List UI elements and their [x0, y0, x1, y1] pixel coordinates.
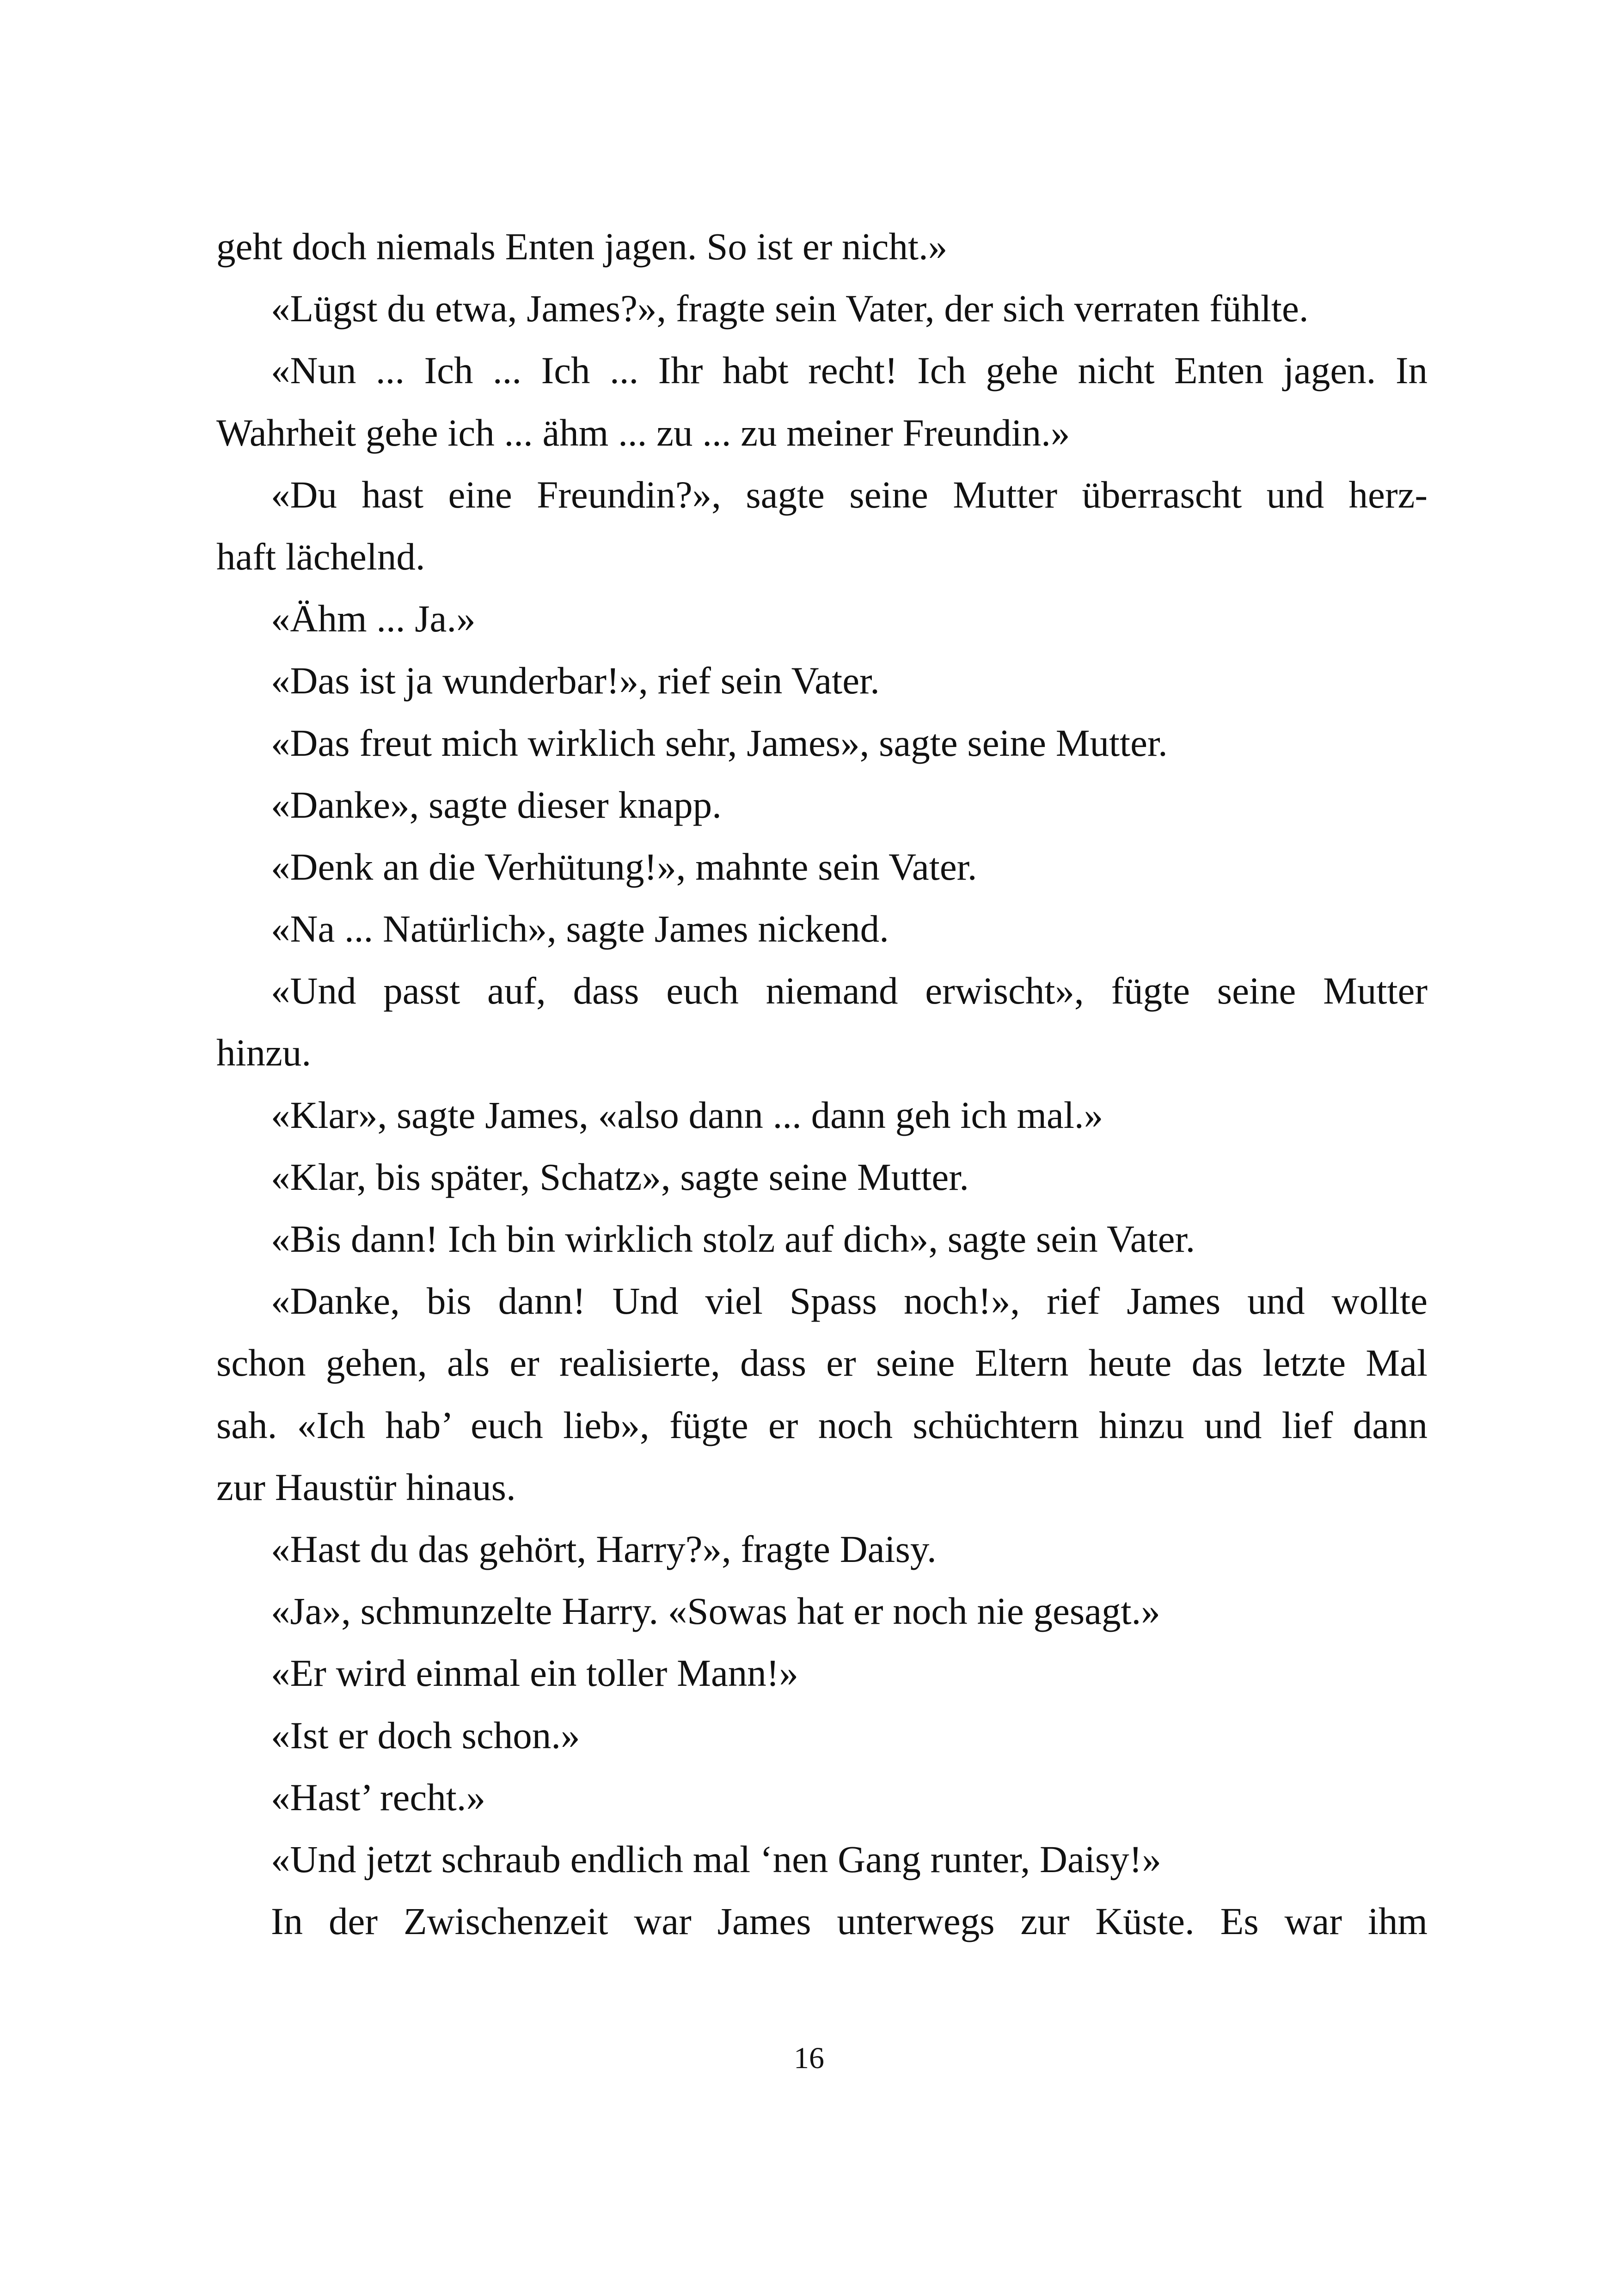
text-line: «Danke, bis dann! Und viel Spass noch!», rief James und wollte	[271, 1280, 1428, 1322]
text-line: «Lügst du etwa, James?», fragte sein Vater, der sich verraten fühlte.	[271, 287, 1309, 330]
text-line: «Ist er doch schon.»	[271, 1714, 580, 1757]
body-text	[216, 215, 1428, 1952]
text-line: «Nun ... Ich ... Ich ... Ihr habt recht! Ich gehe nicht Enten jagen. In	[271, 349, 1428, 392]
text-line: «Denk an die Verhütung!», mahnte sein Vater.	[271, 845, 977, 888]
text-line: hinzu.	[216, 1031, 312, 1074]
text-line: «Das ist ja wunderbar!», rief sein Vater.	[271, 659, 880, 702]
text-line: «Und jetzt schraub endlich mal ‘nen Gang runter, Daisy!»	[271, 1837, 1161, 1880]
text-line: «Bis dann! Ich bin wirklich stolz auf dich», sagte sein Vater.	[271, 1218, 1195, 1260]
text-line: haft lächelnd.	[216, 535, 425, 578]
text-line: «Ähm ... Ja.»	[271, 597, 476, 640]
text-line: «Das freut mich wirklich sehr, James», sagte seine Mutter.	[271, 721, 1168, 764]
text-line: «Hast’ recht.»	[271, 1776, 485, 1818]
text-line: «Klar, bis später, Schatz», sagte seine Mutter.	[271, 1155, 969, 1198]
text-line: «Danke», sagte dieser knapp.	[271, 783, 722, 826]
text-line: Wahrheit gehe ich ... ähm ... zu ... zu meiner Freundin.»	[216, 411, 1070, 454]
text-line: «Er wird einmal ein toller Mann!»	[271, 1652, 798, 1695]
text-line: «Und passt auf, dass euch niemand erwischt», fügte seine Mutter	[271, 969, 1428, 1012]
text-line: sah. «Ich hab’ euch lieb», fügte er noch schüchtern hinzu und lief dann	[216, 1403, 1428, 1446]
text-line: «Ja», schmunzelte Harry. «Sowas hat er noch nie gesagt.»	[271, 1590, 1160, 1633]
text-line: «Hast du das gehört, Harry?», fragte Daisy.	[271, 1527, 937, 1570]
text-line: «Klar», sagte James, «also dann ... dann geh ich mal.»	[271, 1093, 1103, 1136]
text-line: zur Haustür hinaus.	[216, 1465, 516, 1508]
text-line: «Na ... Natürlich», sagte James nickend.	[271, 907, 889, 950]
text-line: schon gehen, als er realisierte, dass er seine Eltern heute das letzte Mal	[216, 1341, 1428, 1384]
page-number: 16	[794, 2041, 824, 2075]
text-line: In der Zwischenzeit war James unterwegs zur Küste. Es war ihm	[271, 1900, 1428, 1943]
text-line: «Du hast eine Freundin?», sagte seine Mutter überrascht und herz-	[271, 473, 1428, 516]
text-line: geht doch niemals Enten jagen. So ist er nicht.»	[216, 225, 948, 268]
